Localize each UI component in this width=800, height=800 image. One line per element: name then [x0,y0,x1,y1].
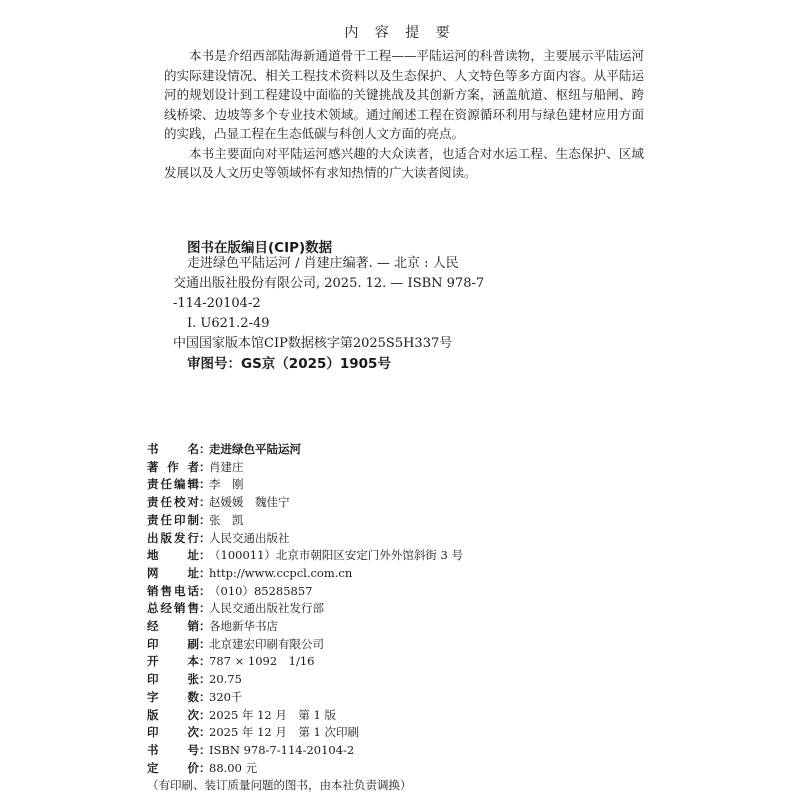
colophon-label [147,618,199,636]
colophon-label-char: 制 [187,512,199,527]
colophon-label-char: 话 [187,583,199,598]
colophon-row [147,459,627,477]
colophon-note: （有印刷、装订质量问题的图书，由本社负责调换） [147,778,412,793]
colophon-label-char: 定 [147,760,159,775]
colophon-label-char: 开 [147,654,159,669]
colophon-row [147,512,627,530]
colophon-label-char: 张 [187,672,199,687]
colophon-value: 各地新华书店 [209,619,278,634]
colophon-label-char: 网 [147,565,159,580]
colophon-colon: ： [199,654,211,669]
colophon-row [147,565,627,583]
colophon-label [147,689,199,707]
colophon-label-char: 行 [187,530,199,545]
colophon-value: 肖建庄 [209,459,244,474]
colophon-label [147,476,199,494]
cip-line-4: Ⅰ. U621.2-49 [187,316,270,331]
colophon-label-char: 任 [160,495,172,510]
colophon-label-char: 书 [147,742,159,757]
cip-line-1: 走进绿色平陆运河 / 肖建庄编著. — 北京 : 人民 [187,256,459,271]
colophon-value: http://www.ccpcl.com.cn [209,565,353,580]
colophon-value: 北京建宏印刷有限公司 [209,636,324,651]
colophon-label-char: 印 [147,672,159,687]
colophon-label [147,441,199,459]
colophon-label-char: 次 [187,725,199,740]
colophon-colon: ： [199,442,211,456]
summary-title: 内 容 提 要 [344,25,456,41]
colophon-colon: ： [199,742,211,757]
colophon-colon: ： [199,512,211,527]
colophon-label-char: 出 [147,530,159,545]
colophon-label-char: 任 [160,512,172,527]
colophon-colon: ： [199,565,211,580]
colophon-label-char: 经 [160,601,172,616]
colophon-label-char: 者 [187,459,199,474]
colophon-colon: ： [199,548,211,563]
colophon-label-char: 辑 [187,477,199,492]
colophon-row [147,671,627,689]
colophon-value: 20.75 [209,672,242,687]
colophon-label-char: 址 [187,548,199,563]
colophon-colon: ： [199,459,211,474]
map-review-number: 审图号：GS京（2025）1905号 [187,356,391,372]
colophon-row [147,600,627,618]
colophon-row [147,742,627,760]
colophon-value: 320千 [209,689,243,704]
colophon-value: （100011）北京市朝阳区安定门外外馆斜街 3 号 [209,548,464,563]
colophon-value: 2025 年 12 月 第 1 次印刷 [209,725,359,740]
colophon-row [147,618,627,636]
colophon-colon: ： [199,689,211,704]
colophon-label-char: 电 [174,583,186,598]
summary-body [164,46,644,183]
colophon-label-char: 印 [147,636,159,651]
colophon-label-char: 售 [187,601,199,616]
colophon-value: 赵媛媛 魏佳宁 [209,495,290,510]
colophon-label [147,583,199,601]
colophon-label-char: 作 [167,459,179,474]
colophon-row [147,547,627,565]
colophon-label-char: 责 [147,495,159,510]
colophon-label-char: 名 [187,442,199,456]
colophon-colon: ： [199,477,211,492]
colophon-label-char: 书 [147,442,159,456]
colophon-colon: ： [199,672,211,687]
colophon-row [147,530,627,548]
colophon-colon: ： [199,583,211,598]
colophon-label-char: 任 [160,477,172,492]
colophon-value: 人民交通出版社发行部 [209,601,324,616]
colophon-value: 人民交通出版社 [209,530,290,545]
colophon-label-char: 刷 [187,636,199,651]
colophon-label-char: 印 [174,512,186,527]
colophon-row [147,583,627,601]
colophon-label [147,671,199,689]
colophon [147,441,627,795]
colophon-label-char: 址 [187,565,199,580]
colophon-label-char: 责 [147,512,159,527]
colophon-value: 走进绿色平陆运河 [209,442,301,456]
colophon-label-char: 本 [187,654,199,669]
colophon-label-char: 字 [147,689,159,704]
colophon-label [147,760,199,778]
colophon-label-char: 地 [147,548,159,563]
colophon-label-char: 版 [160,530,172,545]
colophon-label [147,653,199,671]
colophon-label [147,724,199,742]
colophon-label-char: 责 [147,477,159,492]
colophon-colon: ： [199,619,211,634]
colophon-row [147,636,627,654]
summary-paragraph-1: 本书是介绍西部陆海新通道骨干工程——平陆运河的科普读物，主要展示平陆运河的实际建设情况、相关工程技术资料以及生态保护、人文特色等多方面内容。从平陆运河的规划设计到工程建设中面临的关键挑战及其创新方案，涵盖航道、枢纽与船闸、跨线桥梁、边坡等多个专业技术领域。通过阐述工程在资源循环利用与绿色建材应用方面的实践，凸显工程在生态低碳与科创人文方面的亮点。 [164,48,644,141]
colophon-row [147,653,627,671]
colophon-value: 787 × 1092 1/16 [209,654,315,669]
colophon-row [147,441,627,459]
colophon-row [147,760,627,778]
colophon-value: 张 凯 [209,512,244,527]
colophon-label [147,459,199,477]
colophon-label-char: 发 [174,530,186,545]
colophon-label [147,530,199,548]
cip-title: 图书在版编目(CIP)数据 [187,240,333,256]
colophon-label [147,512,199,530]
cip-line-2: 交通出版社股份有限公司, 2025. 12. — ISBN 978-7 [173,276,485,291]
colophon-label [147,600,199,618]
cip-line-3: -114-20104-2 [173,296,261,311]
colophon-label [147,494,199,512]
colophon-label [147,707,199,725]
cip-data [173,254,653,354]
colophon-colon: ： [199,636,211,651]
colophon-row [147,494,627,512]
summary-paragraph-2: 本书主要面向对平陆运河感兴趣的大众读者，也适合对水运工程、生态保护、区域发展以及人文历史等领域怀有求知热情的广大读者阅读。 [164,145,644,180]
colophon-label [147,547,199,565]
colophon-label-char: 版 [147,707,159,722]
colophon-value: 李 刚 [209,477,244,492]
colophon-label-char: 售 [160,583,172,598]
colophon-label-char: 销 [174,601,186,616]
colophon-colon: ： [199,495,211,510]
colophon-label-char: 对 [187,495,199,510]
colophon-row [147,724,627,742]
colophon-label-char: 经 [147,619,159,634]
colophon-colon: ： [199,530,211,545]
colophon-row [147,707,627,725]
colophon-colon: ： [199,760,211,775]
colophon-label-char: 价 [187,760,199,775]
colophon-label-char: 数 [187,689,199,704]
cip-line-5: 中国国家版本馆CIP数据核字第2025S5H337号 [173,336,453,351]
colophon-label [147,636,199,654]
colophon-label-char: 销 [187,619,199,634]
colophon-value: 2025 年 12 月 第 1 版 [209,707,336,722]
colophon-label-char: 编 [174,477,186,492]
colophon-rows [147,441,627,777]
colophon-label [147,565,199,583]
colophon-row [147,689,627,707]
colophon-label [147,742,199,760]
colophon-label-char: 销 [147,583,159,598]
colophon-label-char: 次 [187,707,199,722]
colophon-label-char: 印 [147,725,159,740]
colophon-value: ISBN 978-7-114-20104-2 [209,742,355,757]
colophon-label-char: 校 [174,495,186,510]
colophon-colon: ： [199,601,211,616]
colophon-value: （010）85285857 [209,583,313,598]
colophon-colon: ： [199,725,211,740]
colophon-label-char: 总 [147,601,159,616]
colophon-row [147,476,627,494]
colophon-value: 88.00 元 [209,760,258,775]
colophon-colon: ： [199,707,211,722]
colophon-label-char: 著 [147,459,159,474]
colophon-label-char: 号 [187,742,199,757]
